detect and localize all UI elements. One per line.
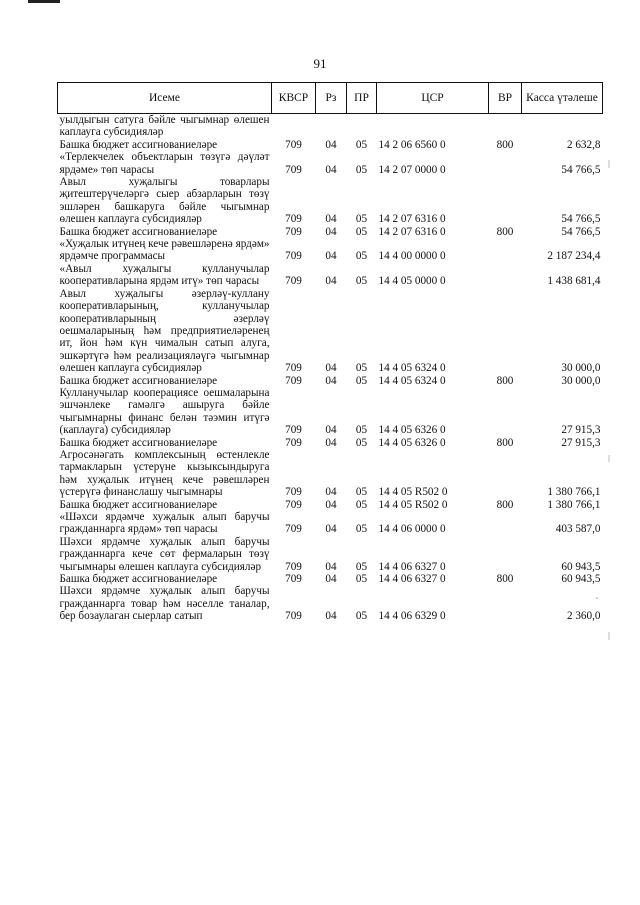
- row-vr: 800: [496, 498, 514, 511]
- row-vr: [489, 238, 522, 263]
- row-pr: 05: [355, 138, 368, 151]
- row-vr: [489, 151, 522, 176]
- row-vr: 800: [496, 573, 514, 586]
- row-csr: 14 4 06 6327 0: [378, 573, 446, 586]
- row-amount: 1 438 681,4: [547, 275, 601, 288]
- row-vr: [489, 288, 522, 375]
- row-kvsr: 709: [285, 250, 302, 263]
- row-name: Шәхси ярдәмче хуҗалык алып баручы гражданнарга кече сөт фермаларын төзү чыгымнары өлешен каплауга субсидияләр: [59, 535, 270, 573]
- table-row: [58, 375, 603, 387]
- row-rz: 04: [325, 138, 337, 151]
- table-row: [58, 139, 603, 151]
- row-rz: 04: [325, 424, 337, 437]
- row-vr: [489, 263, 522, 288]
- row-kvsr: 709: [285, 225, 302, 238]
- row-rz: 04: [325, 163, 337, 176]
- table-header-row: [58, 83, 603, 114]
- row-pr: 05: [355, 374, 368, 387]
- row-vr: 800: [496, 225, 514, 238]
- row-pr: 05: [355, 523, 368, 536]
- row-pr: 05: [355, 560, 368, 573]
- row-amount: 1 380 766,1: [547, 498, 601, 511]
- row-name: уылдыгын сатуга бәйле чыгымнар өлешен каплауга субсидияләр: [59, 114, 270, 139]
- row-csr: 14 4 06 6329 0: [378, 610, 446, 623]
- header-amount: Касса үтәлеше: [522, 83, 603, 114]
- table-row: [58, 176, 603, 226]
- row-rz: 04: [325, 250, 337, 263]
- header-kvsr: КВСР: [272, 83, 316, 114]
- header-pr: ПР: [347, 83, 377, 114]
- row-name: Башка бюджет ассигнованиеләре: [59, 138, 218, 151]
- table-row: [58, 387, 603, 437]
- row-name: Шәхси ярдәмче хуҗалык алып баручы гражданнарга товар һәм нәселле таналар, бер бозаулаган сыерлар сатып: [59, 585, 270, 623]
- row-amount: 1 380 766,1: [547, 486, 601, 499]
- row-kvsr: 709: [285, 163, 302, 176]
- row-csr: 14 4 05 6324 0: [378, 362, 446, 375]
- row-amount: 403 587,0: [555, 523, 601, 536]
- row-pr: 05: [355, 573, 368, 586]
- table-body: [58, 114, 603, 623]
- row-csr: 14 4 05 0000 0: [378, 275, 446, 288]
- header-name: Исеме: [58, 83, 272, 114]
- row-pr: 05: [355, 362, 368, 375]
- row-pr: [347, 114, 377, 139]
- row-amount: 60 943,5: [561, 573, 601, 586]
- row-csr: 14 4 05 6326 0: [378, 424, 446, 437]
- table-row: [58, 437, 603, 449]
- budget-table: [57, 82, 603, 623]
- row-kvsr: 709: [285, 424, 302, 437]
- row-kvsr: 709: [285, 213, 302, 226]
- row-rz: 04: [325, 486, 337, 499]
- row-pr: 05: [355, 213, 368, 226]
- row-name: Агросәнәгать комплексының өстенлекле тармакларын үстерүне кызыксындыруга һәм хуҗалык итүнең кече рәвешләрен үстерүгә финанслашу чыгымнары: [59, 448, 270, 499]
- row-amount: 54 766,5: [561, 163, 601, 176]
- table-row: [58, 238, 603, 263]
- row-kvsr: 709: [285, 374, 302, 387]
- row-name: Авыл хуҗалыгы товарлары җитештерүчеләргә сыер абзарларын төзү эшләрен башкаруга бәйле чыгымнар өлешен каплауга субсидияләр: [59, 176, 270, 226]
- row-kvsr: 709: [285, 560, 302, 573]
- header-rz: Рз: [316, 83, 347, 114]
- row-name: «Хуҗалык итүнең кече рәвешләренә ярдәм» ярдәмче программасы: [59, 238, 270, 263]
- header-csr: ЦСР: [377, 83, 489, 114]
- row-rz: 04: [325, 523, 337, 536]
- row-vr: [489, 449, 522, 499]
- row-pr: 05: [355, 250, 368, 263]
- row-amount: [522, 114, 603, 139]
- row-name: «Шәхси ярдәмче хуҗалык алып баручы гражданнарга ярдәм» төп чарасы: [59, 511, 270, 536]
- row-amount: 2 632,8: [566, 138, 601, 151]
- row-amount: 2 187 234,4: [547, 250, 601, 263]
- row-amount: 60 943,5: [561, 560, 601, 573]
- row-csr: 14 4 06 0000 0: [378, 523, 446, 536]
- row-csr: 14 4 05 6324 0: [378, 374, 446, 387]
- table-row: [58, 288, 603, 375]
- row-amount: 30 000,0: [561, 362, 601, 375]
- table-row: [58, 114, 603, 139]
- row-name: «Авыл хуҗалыгы кулланучылар кооперативларына ярдәм итү» төп чарасы: [59, 262, 270, 288]
- row-pr: 05: [355, 610, 368, 623]
- row-name: Башка бюджет ассигнованиеләре: [59, 573, 218, 586]
- row-pr: 05: [355, 163, 368, 176]
- row-kvsr: 709: [285, 523, 302, 536]
- table-row: [58, 226, 603, 238]
- table-row: [58, 499, 603, 511]
- row-vr: [489, 511, 522, 536]
- table-row: [58, 263, 603, 288]
- row-rz: 04: [325, 573, 337, 586]
- row-pr: 05: [355, 486, 368, 499]
- row-kvsr: 709: [285, 573, 302, 586]
- row-vr: 800: [496, 138, 514, 151]
- row-name: Башка бюджет ассигнованиеләре: [59, 374, 218, 387]
- row-rz: 04: [325, 610, 337, 623]
- row-kvsr: 709: [285, 138, 302, 151]
- row-rz: 04: [325, 436, 337, 449]
- table-row: [58, 573, 603, 585]
- row-kvsr: 709: [285, 498, 302, 511]
- row-vr: 800: [496, 374, 514, 387]
- row-name: Башка бюджет ассигнованиеләре: [59, 498, 218, 511]
- row-name: Башка бюджет ассигнованиеләре: [59, 436, 218, 449]
- row-rz: 04: [325, 225, 337, 238]
- row-vr: 800: [496, 436, 514, 449]
- scan-top-mark: [28, 0, 60, 3]
- row-rz: 04: [325, 560, 337, 573]
- row-csr: [377, 114, 489, 139]
- header-vr: ВР: [489, 83, 522, 114]
- row-name: Башка бюджет ассигнованиеләре: [59, 225, 218, 238]
- row-amount: 27 915,3: [561, 424, 601, 437]
- row-vr: [489, 536, 522, 573]
- row-amount: 27 915,3: [561, 436, 601, 449]
- row-kvsr: 709: [285, 362, 302, 375]
- row-vr: [489, 114, 522, 139]
- row-csr: 14 2 07 6316 0: [378, 213, 446, 226]
- table-row: [58, 536, 603, 573]
- page-number: 91: [313, 56, 327, 71]
- row-kvsr: 709: [285, 275, 302, 288]
- row-pr: 05: [355, 424, 368, 437]
- row-kvsr: 709: [285, 610, 302, 623]
- row-csr: 14 4 05 R502 0: [378, 498, 448, 511]
- row-amount: 54 766,5: [561, 213, 601, 226]
- row-pr: 05: [355, 225, 368, 238]
- table-row: [58, 151, 603, 176]
- table-row: [58, 585, 603, 622]
- row-kvsr: 709: [285, 486, 302, 499]
- table-row: [58, 511, 603, 536]
- row-vr: [489, 176, 522, 226]
- row-csr: 14 2 06 6560 0: [378, 138, 446, 151]
- row-kvsr: 709: [285, 436, 302, 449]
- row-amount: 2 360,0: [566, 610, 601, 623]
- row-vr: [489, 387, 522, 437]
- row-rz: 04: [325, 374, 337, 387]
- row-csr: 14 4 00 0000 0: [378, 250, 446, 263]
- row-csr: 14 2 07 6316 0: [378, 225, 446, 238]
- row-csr: 14 4 05 6326 0: [378, 436, 446, 449]
- row-rz: 04: [325, 275, 337, 288]
- row-pr: 05: [355, 275, 368, 288]
- row-name: Авыл хуҗалыгы әзерләү-куллану кооперативларының, кулланучылар кооперативларының әзерләү оешмаларының һәм предприятиеләренең ит, йон һәм күн чималын сатып алуга, эшкәртүгә һәм реализацияләүгә чыгымнар өлешен каплауга субсидияләр: [59, 287, 270, 375]
- row-pr: 05: [355, 498, 368, 511]
- row-amount: 54 766,5: [561, 225, 601, 238]
- row-name: Кулланучылар кооперациясе оешмаларына эшчәнлеке гамәлгә ашыруга бәйле чыгымнарны финанс белән тәэмин итүгә (каплауга) субсидияләр: [59, 386, 270, 437]
- row-rz: 04: [325, 213, 337, 226]
- row-csr: 14 4 06 6327 0: [378, 560, 446, 573]
- table-row: [58, 449, 603, 499]
- row-name: «Терлекчелек объектларын төзүгә дәүләт ярдәме» төп чарасы: [59, 151, 270, 176]
- row-rz: 04: [325, 362, 337, 375]
- row-rz: 04: [325, 498, 337, 511]
- row-amount: 30 000,0: [561, 374, 601, 387]
- row-vr: [489, 585, 522, 622]
- row-csr: 14 4 05 R502 0: [378, 486, 448, 499]
- row-csr: 14 2 07 0000 0: [378, 163, 446, 176]
- row-rz: [316, 114, 347, 139]
- row-kvsr: [272, 114, 316, 139]
- row-pr: 05: [355, 436, 368, 449]
